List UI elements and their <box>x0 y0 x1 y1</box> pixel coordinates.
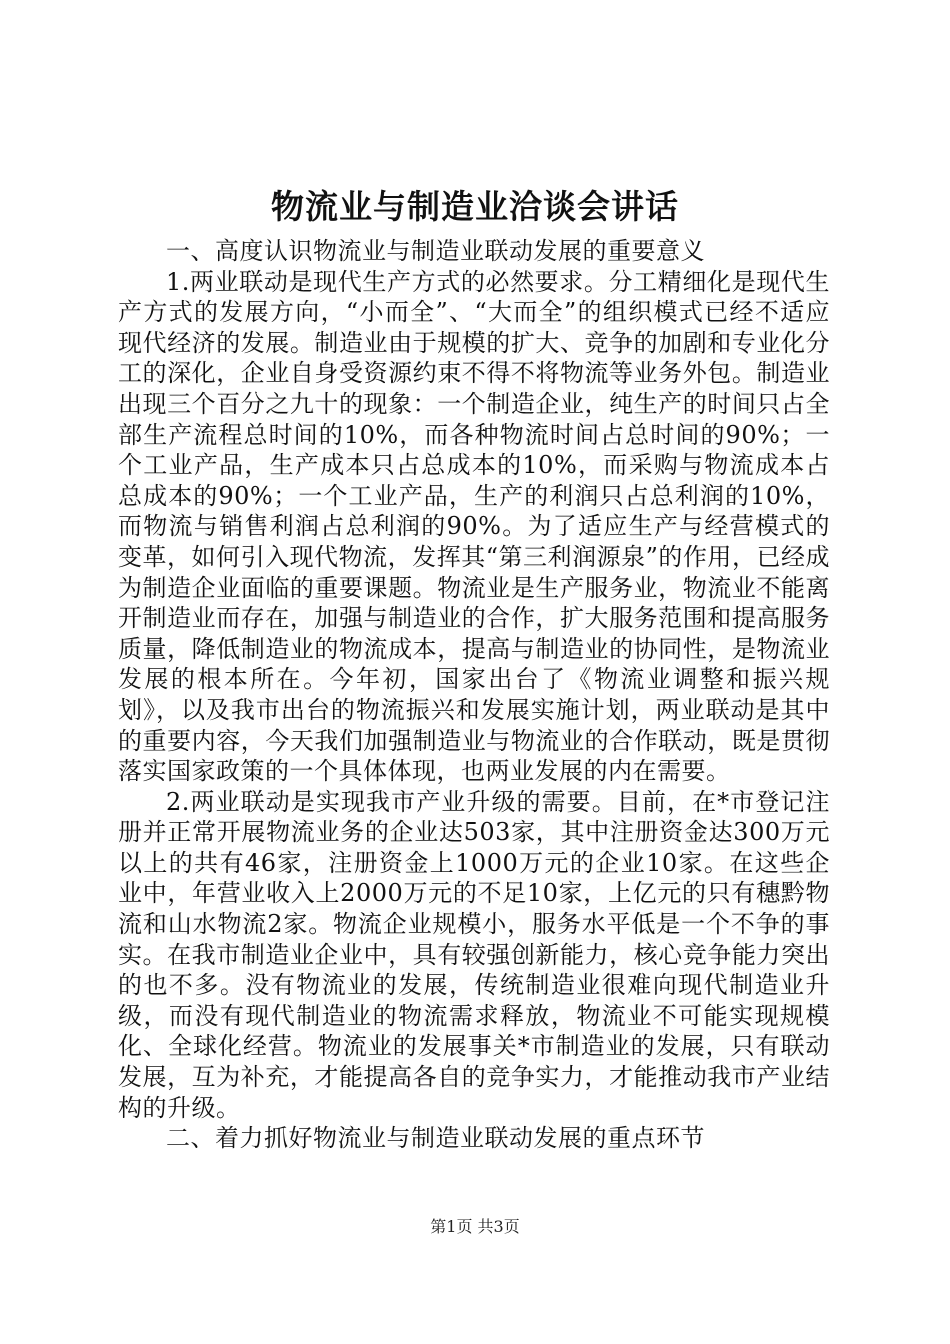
page-footer: 第1页 共3页 <box>430 1217 520 1236</box>
section-heading-2: 二、着力抓好物流业与制造业联动发展的重点环节 <box>166 1124 705 1153</box>
section-heading-1: 一、高度认识物流业与制造业联动发展的重要意义 <box>166 237 705 265</box>
paragraph-1: 1.两业联动是现代生产方式的必然要求。分工精细化是现代生产方式的发展方向，“小而全”、“大而全”的组织模式已经不适应现代经济的发展。制造业由于规模的扩大、竞争的加剧和专业化分工的深化，企业自身受资源约束不得不将物流等业务外包。制造业出现三个百分之九十的现象：一个制造企业，纯生产的时间只占全部生产流程总时间的10%，而各种物流时间占总时间的90%；一个工业产品，生产成本只占总成本的10%，而采购与物流成本占总成本的90%；一个工业产品，生产的利润只占总利润的10%，而物流与销售利润占总利润的90%。为了适应生产与经营模式的变革，如何引入现代物流，发挥其“第三利润源泉”的作用，已经成为制造企业面临的重要课题。物流业是生产服务业，物流业不能离开制造业而存在，加强与制造业的合作，扩大服务范围和提高服务质量，降低制造业的物流成本，提高与制造业的协同性，是物流业发展的根本所在。今年初，国家出台了《物流业调整和振兴规划》，以及我市出台的物流振兴和发展实施计划，两业联动是其中的重要内容，今天我们加强制造业与物流业的合作联动，既是贯彻落实国家政策的一个具体体现，也两业发展的内在需要。 <box>118 267 830 786</box>
paragraph-2: 2.两业联动是实现我市产业升级的需要。目前，在*市登记注册并正常开展物流业务的企业达503家，其中注册资金达300万元以上的共有46家，注册资金上1000万元的企业10家。在这些企业中，年营业收入上2000万元的不足10家，上亿元的只有穗黔物流和山水物流2家。物流企业规模小，服务水平低是一个不争的事实。在我市制造业企业中，具有较强创新能力，核心竞争能力突出的也不多。没有物流业的发展，传统制造业很难向现代制造业升级，而没有现代制造业的物流需求释放，物流业不可能实现规模化、全球化经营。物流业的发展事关*市制造业的发展，只有联动发展，互为补充，才能提高各自的竞争实力，才能推动我市产业结构的升级。 <box>118 787 830 1122</box>
document-body <box>118 236 830 1154</box>
page-title: 物流业与制造业洽谈会讲话 <box>271 187 679 226</box>
